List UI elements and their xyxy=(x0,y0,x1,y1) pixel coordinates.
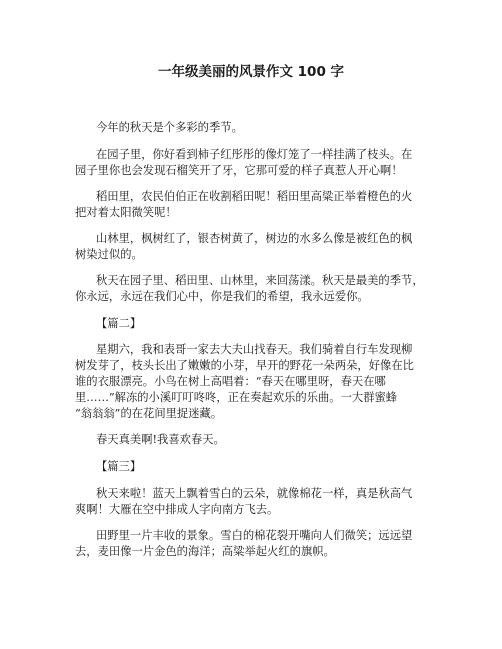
text-line: 谁的衣服漂亮。小鸟在树上高唱着：“春天在哪里呀，春天在哪 xyxy=(75,375,386,388)
text-line: 里……”解冻的小溪叮叮咚咚，正在奏起欢乐的乐曲。一大群蜜蜂 xyxy=(75,391,398,404)
text-line: 在园子里，你好看到柿子红彤彤的像灯笼了一样挂满了枝头。在 xyxy=(96,148,413,161)
section-heading: 【篇二】 xyxy=(96,317,142,330)
text-line: “翁翁翁”的在花间里捉迷藏。 xyxy=(75,407,223,420)
text-line: 今年的秋天是个多彩的季节。 xyxy=(96,121,243,134)
text-line: 树发芽了，枝头长出了嫩嫩的小芽，早开的野花一朵两朵，好像在比 xyxy=(75,359,414,372)
text-line: 春天真美啊!我喜欢春天。 xyxy=(96,433,225,446)
text-line: 你永远，永远在我们心中，你是我们的希望，我永远爱你。 xyxy=(75,290,369,303)
text-line: 爽啊！大雁在空中排成人字向南方飞去。 xyxy=(75,503,279,516)
text-line: 星期六，我和表哥一家去大夫山找春天。我们骑着自行车发现柳 xyxy=(96,343,413,356)
text-line: 稻田里，农民伯伯正在收割稻田呢！稻田里高粱正举着橙色的火 xyxy=(96,190,413,203)
text-line: 树染过似的。 xyxy=(75,248,143,261)
text-line: 秋天在园子里、稻田里、山林里，来回荡漾。秋天是最美的季节， xyxy=(96,274,424,287)
text-line: 去，麦田像一片金色的海洋；高粱举起火红的旗帜。 xyxy=(75,545,335,558)
text-line: 园子里你也会发现石榴笑开了牙，它那可爱的样子真惹人开心啊！ xyxy=(75,164,403,177)
text-line: 山林里，枫树红了，银杏树黄了，树边的水多么像是被红色的枫 xyxy=(96,232,413,245)
document-title: 一年级美丽的风景作文 100 字 xyxy=(157,64,345,80)
text-line: 田野里一片丰收的景象。雪白的棉花裂开嘴向人们微笑；远远望 xyxy=(96,529,413,542)
text-line: 把对着太阳微笑呢！ xyxy=(75,206,177,219)
section-heading: 【篇三】 xyxy=(96,460,142,473)
text-line: 秋天来啦！蓝天上飘着雪白的云朵，就像棉花一样，真是秋高气 xyxy=(96,487,413,500)
